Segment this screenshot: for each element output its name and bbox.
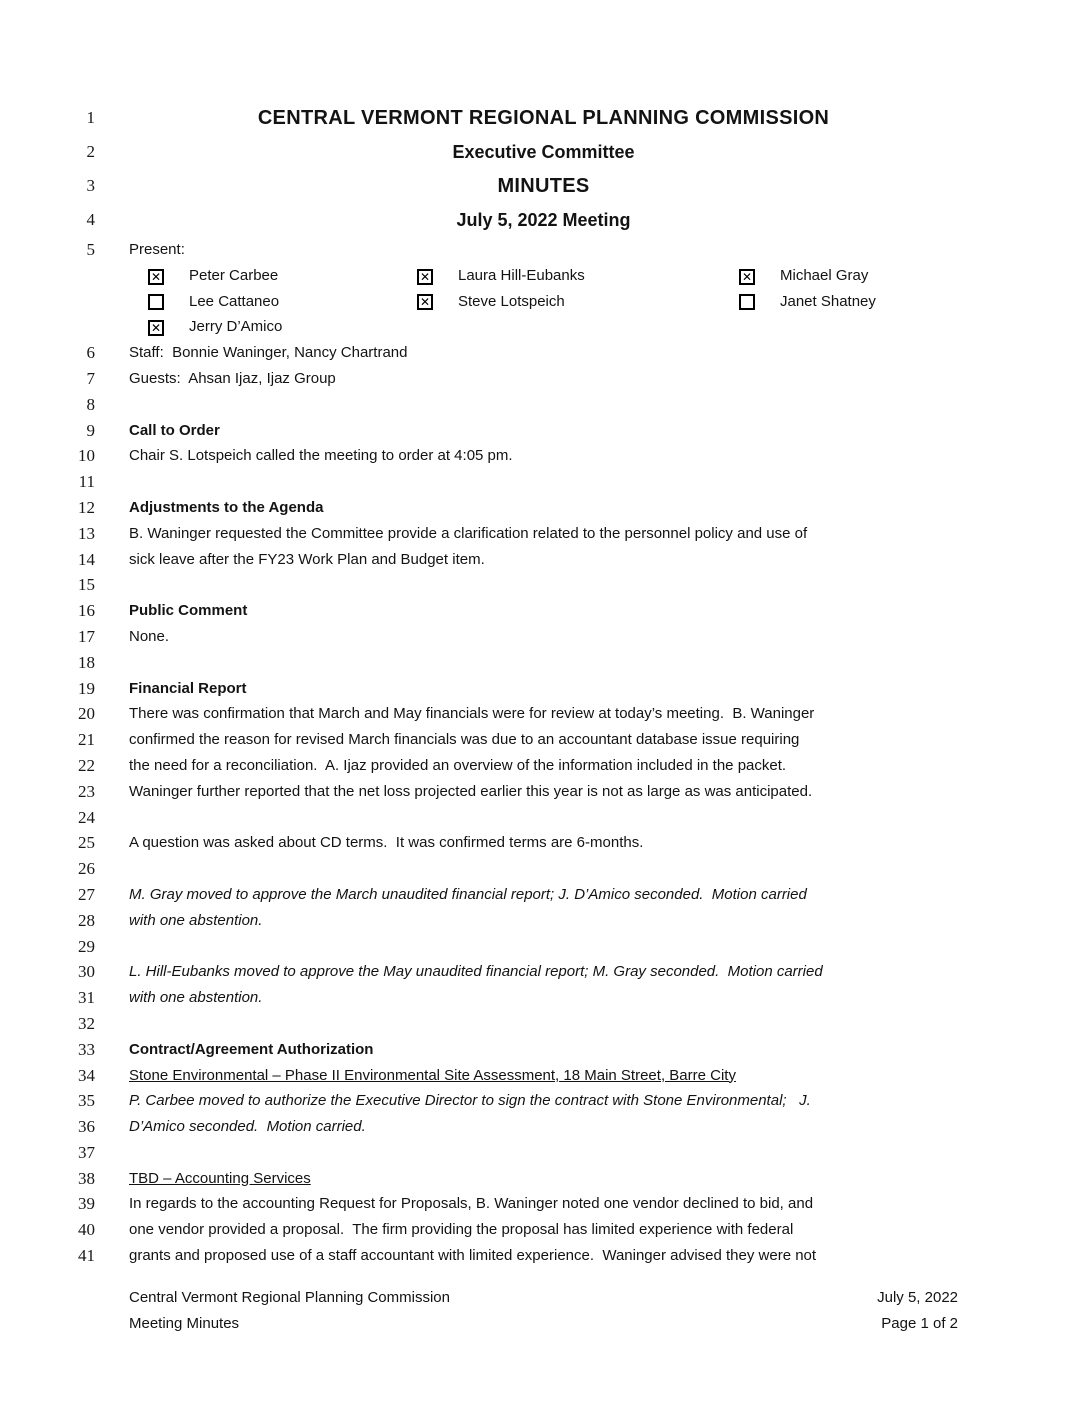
doc-line <box>0 340 1088 366</box>
line-text: Waninger further reported that the net loss projected earlier this year is not as large as was anticipated. <box>129 782 813 800</box>
line-text: L. Hill-Eubanks moved to approve the May unaudited financial report; M. Gray seconded. Motion carried <box>129 963 823 981</box>
line-text <box>95 650 1088 676</box>
line-number: 32 <box>78 1013 95 1033</box>
line-text <box>95 856 1088 882</box>
line-text: There was confirmation that March and May financials were for review at today’s meeting. B. Waninger <box>129 705 815 723</box>
line-text: with one abstention. <box>129 989 263 1007</box>
line-text: B. Waninger requested the Committee provide a clarification related to the personnel policy and use of <box>129 524 808 542</box>
line-text: the need for a reconciliation. A. Ijaz provided an overview of the information included in the packet. <box>129 756 787 774</box>
line-number: 3 <box>86 176 95 195</box>
doc-line <box>0 203 1088 237</box>
checkbox-checked-icon <box>148 320 164 336</box>
footer-left <box>129 1285 450 1337</box>
attendee-row <box>0 289 1088 315</box>
attendee-cell <box>739 263 868 289</box>
doc-line <box>0 101 1088 135</box>
line-number: 40 <box>78 1220 95 1240</box>
line-text: None. <box>129 627 170 645</box>
line-text: Financial Report <box>129 679 247 697</box>
doc-line <box>0 959 1088 985</box>
doc-line <box>0 1063 1088 1089</box>
page-footer <box>129 1285 958 1337</box>
line-number: 21 <box>78 730 95 750</box>
line-number: 4 <box>86 210 95 229</box>
line-number: 37 <box>78 1142 95 1162</box>
attendee-cell <box>739 289 876 315</box>
attendee-cells <box>95 289 1088 315</box>
doc-line <box>0 1243 1088 1269</box>
line-number: 41 <box>78 1246 95 1266</box>
doc-line <box>0 753 1088 779</box>
line-number: 22 <box>78 755 95 775</box>
line-number: 34 <box>78 1065 95 1085</box>
attendee-name: Laura Hill-Eubanks <box>458 266 585 284</box>
doc-line <box>0 1191 1088 1217</box>
doc-line <box>0 1166 1088 1192</box>
doc-line <box>0 135 1088 169</box>
line-text: Present: <box>129 241 185 258</box>
line-text: Executive Committee <box>452 142 635 162</box>
doc-line <box>0 572 1088 598</box>
line-text <box>95 1011 1088 1037</box>
line-number: 18 <box>78 652 95 672</box>
footer-org: Central Vermont Regional Planning Commission <box>129 1288 450 1306</box>
doc-line <box>0 1140 1088 1166</box>
attendee-name: Steve Lotspeich <box>458 292 565 310</box>
doc-line <box>0 830 1088 856</box>
line-text: July 5, 2022 Meeting <box>456 210 631 230</box>
line-text <box>95 392 1088 418</box>
attendee-name: Peter Carbee <box>189 266 279 284</box>
line-number <box>0 289 95 315</box>
checkbox-checked-icon <box>417 294 433 310</box>
line-text: Call to Order <box>129 421 220 439</box>
line-text: Contract/Agreement Authorization <box>129 1040 374 1058</box>
line-number: 6 <box>86 343 95 363</box>
line-text: Chair S. Lotspeich called the meeting to order at 4:05 pm. <box>129 447 513 465</box>
line-number: 7 <box>86 368 95 388</box>
doc-line <box>0 701 1088 727</box>
footer-doc-type: Meeting Minutes <box>129 1314 240 1332</box>
line-number: 12 <box>78 497 95 517</box>
attendee-cell <box>417 263 739 289</box>
doc-line <box>0 1088 1088 1114</box>
doc-line <box>0 908 1088 934</box>
line-number: 28 <box>78 910 95 930</box>
line-number: 33 <box>78 1039 95 1059</box>
footer-date: July 5, 2022 <box>877 1288 958 1306</box>
line-text: In regards to the accounting Request for Proposals, B. Waninger noted one vendor declined to bid, and <box>129 1195 814 1213</box>
line-number: 15 <box>78 575 95 595</box>
doc-line <box>0 418 1088 444</box>
attendee-row <box>0 314 1088 340</box>
line-text: sick leave after the FY23 Work Plan and Budget item. <box>129 550 485 568</box>
line-text: Stone Environmental – Phase II Environmental Site Assessment, 18 Main Street, Barre City <box>129 1066 736 1084</box>
line-text: with one abstention. <box>129 911 263 929</box>
doc-line <box>0 727 1088 753</box>
line-number: 8 <box>86 394 95 414</box>
checkbox-unchecked-icon <box>739 294 755 310</box>
attendee-row <box>0 263 1088 289</box>
line-text <box>95 805 1088 831</box>
line-number: 5 <box>86 240 95 259</box>
line-text: D’Amico seconded. Motion carried. <box>129 1118 366 1136</box>
line-text: P. Carbee moved to authorize the Executive Director to sign the contract with Stone Environmental; J. <box>129 1092 811 1110</box>
footer-page-number: Page 1 of 2 <box>881 1314 958 1332</box>
line-number: 19 <box>78 678 95 698</box>
line-number: 13 <box>78 523 95 543</box>
checkbox-checked-icon <box>148 269 164 285</box>
doc-line <box>0 237 1088 263</box>
doc-line <box>0 805 1088 831</box>
line-number: 17 <box>78 626 95 646</box>
line-number: 35 <box>78 1091 95 1111</box>
line-number: 29 <box>78 936 95 956</box>
doc-line <box>0 366 1088 392</box>
doc-line <box>0 169 1088 203</box>
line-number: 31 <box>78 988 95 1008</box>
doc-line <box>0 934 1088 960</box>
attendee-name: Janet Shatney <box>780 292 876 310</box>
doc-line <box>0 443 1088 469</box>
doc-line <box>0 882 1088 908</box>
line-text <box>95 572 1088 598</box>
doc-line <box>0 495 1088 521</box>
doc-line <box>0 676 1088 702</box>
line-number: 23 <box>78 781 95 801</box>
doc-line <box>0 1037 1088 1063</box>
footer-right <box>877 1285 958 1337</box>
line-text <box>95 469 1088 495</box>
line-text: CENTRAL VERMONT REGIONAL PLANNING COMMISSION <box>257 107 830 129</box>
line-text: Public Comment <box>129 602 248 620</box>
doc-line <box>0 650 1088 676</box>
checkbox-checked-icon <box>417 269 433 285</box>
line-number <box>0 314 95 340</box>
doc-line <box>0 856 1088 882</box>
line-text: confirmed the reason for revised March financials was due to an accountant database issue requiring <box>129 731 800 749</box>
line-number: 24 <box>78 807 95 827</box>
line-number: 30 <box>78 962 95 982</box>
doc-line <box>0 985 1088 1011</box>
line-number: 16 <box>78 601 95 621</box>
line-number: 9 <box>86 420 95 440</box>
doc-line <box>0 392 1088 418</box>
line-number: 26 <box>78 859 95 879</box>
doc-line <box>0 1011 1088 1037</box>
line-number: 36 <box>78 1117 95 1137</box>
line-number: 39 <box>78 1194 95 1214</box>
attendee-cell <box>417 289 739 315</box>
line-number: 25 <box>78 833 95 853</box>
line-number: 20 <box>78 704 95 724</box>
line-number: 10 <box>78 446 95 466</box>
doc-line <box>0 547 1088 573</box>
checkbox-unchecked-icon <box>148 294 164 310</box>
line-number: 27 <box>78 884 95 904</box>
attendee-cells <box>95 314 1088 340</box>
doc-line <box>0 469 1088 495</box>
line-text <box>95 934 1088 960</box>
attendee-name: Jerry D’Amico <box>189 318 283 336</box>
line-number: 11 <box>78 472 95 492</box>
line-text: Guests: Ahsan Ijaz, Ijaz Group <box>129 369 336 387</box>
line-text: TBD – Accounting Services <box>129 1169 311 1187</box>
line-text: A question was asked about CD terms. It was confirmed terms are 6-months. <box>129 834 644 852</box>
doc-line <box>0 598 1088 624</box>
line-number: 1 <box>86 108 95 127</box>
doc-line <box>0 1217 1088 1243</box>
attendee-cell <box>148 289 417 315</box>
doc-line <box>0 521 1088 547</box>
doc-line <box>0 1114 1088 1140</box>
doc-line <box>0 624 1088 650</box>
line-number: 14 <box>78 549 95 569</box>
line-text: Staff: Bonnie Waninger, Nancy Chartrand <box>129 344 408 362</box>
line-text <box>95 1140 1088 1166</box>
minutes-lines <box>0 101 1088 1269</box>
attendee-name: Michael Gray <box>780 266 869 284</box>
checkbox-checked-icon <box>739 269 755 285</box>
attendee-cells <box>95 263 1088 289</box>
line-number: 38 <box>78 1168 95 1188</box>
line-text: MINUTES <box>497 175 590 197</box>
line-text: M. Gray moved to approve the March unaudited financial report; J. D’Amico seconded. Motion carried <box>129 885 807 903</box>
attendee-cell <box>148 263 417 289</box>
line-text: Adjustments to the Agenda <box>129 498 324 516</box>
line-text: one vendor provided a proposal. The firm providing the proposal has limited experience with federal <box>129 1221 794 1239</box>
line-number <box>0 263 95 289</box>
attendee-name: Lee Cattaneo <box>189 292 280 310</box>
attendee-cell <box>148 314 417 340</box>
line-number: 2 <box>86 142 95 161</box>
doc-line <box>0 779 1088 805</box>
line-text: grants and proposed use of a staff accountant with limited experience. Waninger advised they were not <box>129 1247 817 1265</box>
